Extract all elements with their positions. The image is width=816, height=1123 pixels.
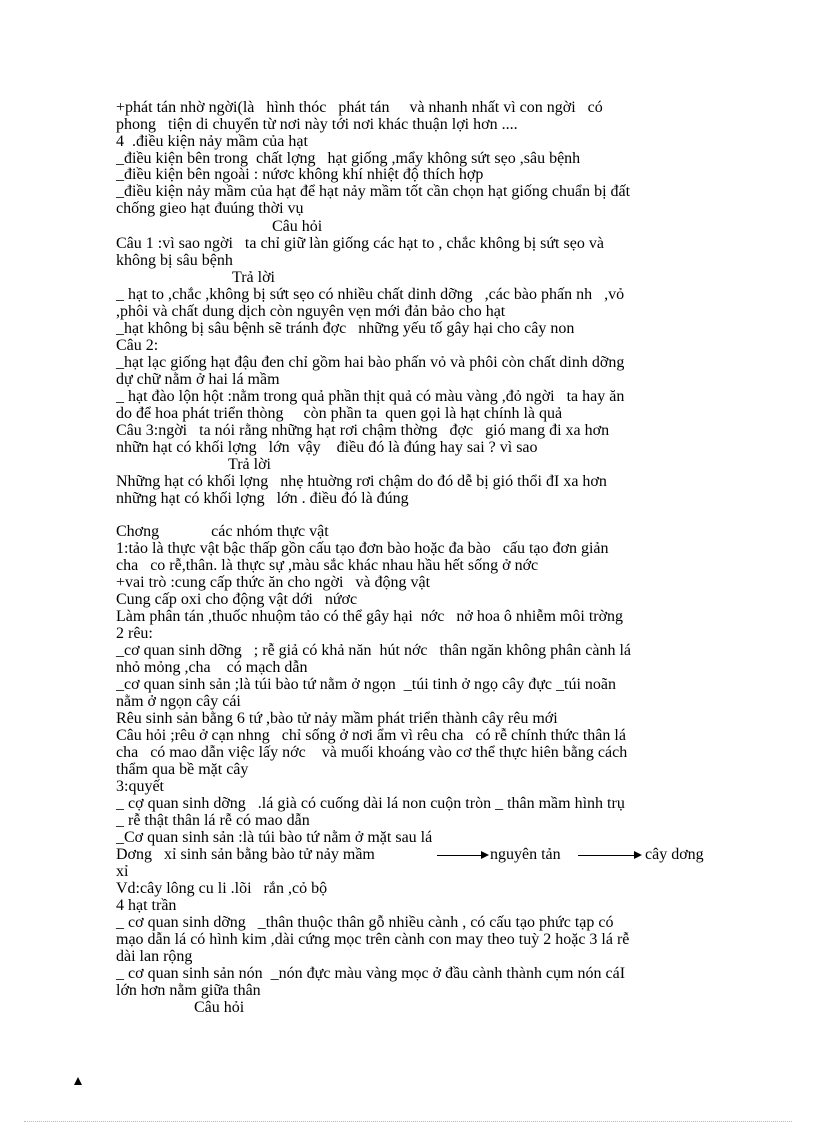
text-line: _điều kiện nảy mầm của hạt để hạt nảy mầm tốt cần chọn hạt giống chuẩn bị đất: [116, 183, 631, 200]
text-line: 4 hạt trần: [116, 897, 177, 914]
text-line: Câu 3:ngời ta nói rằng những hạt rơi chậm thờng đợc gió mang đi xa hơn: [116, 422, 610, 439]
text-line: ,phôi và chất dung dịch còn nguyên vẹn mới đản bảo cho hạt: [116, 303, 506, 320]
text-line: Vd:cây lông cu li .lõi rắn ,cỏ bộ: [116, 880, 328, 897]
text-line: _điều kiện bên ngoài : nứơc không khí nhiệt độ thích hợp: [116, 166, 484, 183]
text-line: chống gieo hạt đuúng thời vụ: [116, 200, 304, 217]
text-line: _điều kiện bên trong chất lợng hạt giống ,mẩy không sứt sẹo ,sâu bệnh: [116, 150, 581, 167]
text-line: thẩm qua bề mặt cây: [116, 761, 249, 778]
text-line: 3:quyết: [116, 778, 164, 795]
text-line: _ cơ quan sinh dỡng _thân thuộc thân gỗ nhiều cành , có cấu tạo phức tạp có: [116, 914, 614, 931]
section-heading: Câu hỏi: [194, 999, 245, 1016]
text-line: mạo dẫn lá có hình kim ,dài cứng mọc trên cành con may theo tuỳ 2 hoặc 3 lá rễ: [116, 931, 630, 948]
text-line: _hạt lạc giống hạt đậu đen chỉ gồm hai bào phấn vỏ và phôi còn chất dinh dỡng: [116, 354, 625, 371]
text-line: _ hạt to ,chắc ,không bị sứt sẹo có nhiều chất dinh dỡng ,các bào phấn nh ,vỏ: [116, 286, 625, 303]
text-line: nhỏ mỏng ,cha có mạch dẫn: [116, 659, 308, 676]
section-heading: Câu hỏi: [272, 218, 323, 235]
text-line: _ cợ quan sinh dỡng .lá già có cuống dài lá non cuộn tròn _ thân mầm hình trụ: [116, 795, 625, 812]
text-line: Câu 2:: [116, 337, 159, 354]
text-line: _Cơ quan sinh sản :là túi bào tứ nằm ở mặt sau lá: [116, 829, 433, 846]
arrow-icon: [437, 855, 487, 856]
text-line: Rêu sinh sản bằng 6 tứ ,bào tử nảy mầm phát triển thành cây rêu mới: [116, 710, 558, 727]
text-line: 4 .điều kiện nảy mầm của hạt: [116, 133, 308, 150]
text-line: những hạt có khối lợng lớn . điều đó là đúng: [116, 490, 409, 507]
text-line: nằm ở ngọn cây cái: [116, 693, 241, 710]
text-line: dài lan rộng: [116, 948, 193, 965]
text-line: _cơ quan sinh sản ;là túi bào tứ nằm ở ngọn _túi tinh ở ngọ cây đực _túi noãn: [116, 676, 616, 693]
page-bottom-divider: [24, 1121, 792, 1122]
text-line: Làm phân tán ,thuốc nhuộm tảo có thể gây hại nớc nở hoa ô nhiễm môi trờng: [116, 608, 624, 625]
text-line: _ rễ thật thân lá rễ có mao dẫn: [116, 812, 310, 829]
text-line: 1:tảo là thực vật bậc thấp gồn cấu tạo đơn bào hoặc đa bào cấu tạo đơn giản: [116, 540, 609, 557]
triangle-marker-icon: [74, 1077, 82, 1085]
chapter-heading: Chơng các nhóm thực vật: [116, 523, 329, 540]
arrow-icon: [578, 855, 640, 856]
text-line: Câu hỏi ;rêu ở cạn nhng chỉ sống ở nơi ẩm vì rêu cha có rễ chính thức thân lá: [116, 727, 626, 744]
text-line: phong tiện di chuyển từ nơi này tới nơi khác thuận lợi hơn ....: [116, 116, 518, 133]
fern-reproduction-part3: cây dơng: [645, 846, 704, 863]
text-line: lớn hơn nằm giữa thân: [116, 982, 261, 999]
section-heading: Trả lời: [232, 269, 275, 286]
text-line: Cung cấp oxi cho động vật dới nứơc: [116, 591, 358, 608]
text-line: cha co rễ,thân. là thực sự ,màu sắc khác nhau hầu hết sống ở nớc: [116, 557, 539, 574]
section-heading: Trả lời: [228, 456, 271, 473]
text-line: xỉ: [116, 863, 129, 880]
text-line: _ hạt đào lộn hột :nằm trong quả phần thịt quả có màu vàng ,đỏ ngời ta hay ăn: [116, 388, 625, 405]
text-line: +vai trò :cung cấp thức ăn cho ngời và động vật: [116, 574, 431, 591]
text-line: Câu 1 :vì sao ngời ta chỉ giữ làn giống các hạt to , chắc không bị sứt sẹo và: [116, 235, 604, 252]
text-line: dự chữ nằm ở hai lá mầm: [116, 371, 280, 388]
text-line: _cơ quan sinh dỡng ; rễ giả có khả năn hút nớc thân ngăn không phân cành lá: [116, 642, 632, 659]
text-line: _ cơ quan sinh sản nón _nón đực màu vàng mọc ở đầu cành thành cụm nón cáI: [116, 965, 626, 982]
text-line: nhữn hạt có khối lợng lớn vậy điều đó là đúng hay sai ? vì sao: [116, 439, 538, 456]
fern-reproduction-part1: Dơng xỉ sinh sản bằng bào tử nảy mầm: [116, 846, 375, 863]
text-line: _hạt không bị sâu bệnh sẽ tránh đợc những yếu tố gây hại cho cây non: [116, 320, 575, 337]
text-line: Những hạt có khối lợng nhẹ htuờng rơi chậm do đó dễ bị gió thổi đI xa hơn: [116, 473, 607, 490]
text-line: +phát tán nhờ ngời(là hình thóc phát tán và nhanh nhất vì con ngời có: [116, 99, 603, 116]
text-line: 2 rêu:: [116, 625, 153, 642]
text-line: do để hoa phát triển thòng còn phần ta quen gọi là hạt chính là quả: [116, 405, 563, 422]
fern-reproduction-part2: nguyên tản: [490, 846, 561, 863]
text-line: không bị sâu bệnh: [116, 252, 233, 269]
text-line: cha có mao dẫn việc lấy nớc và muối khoáng vào cơ thể thực hiên bằng cách: [116, 744, 628, 761]
